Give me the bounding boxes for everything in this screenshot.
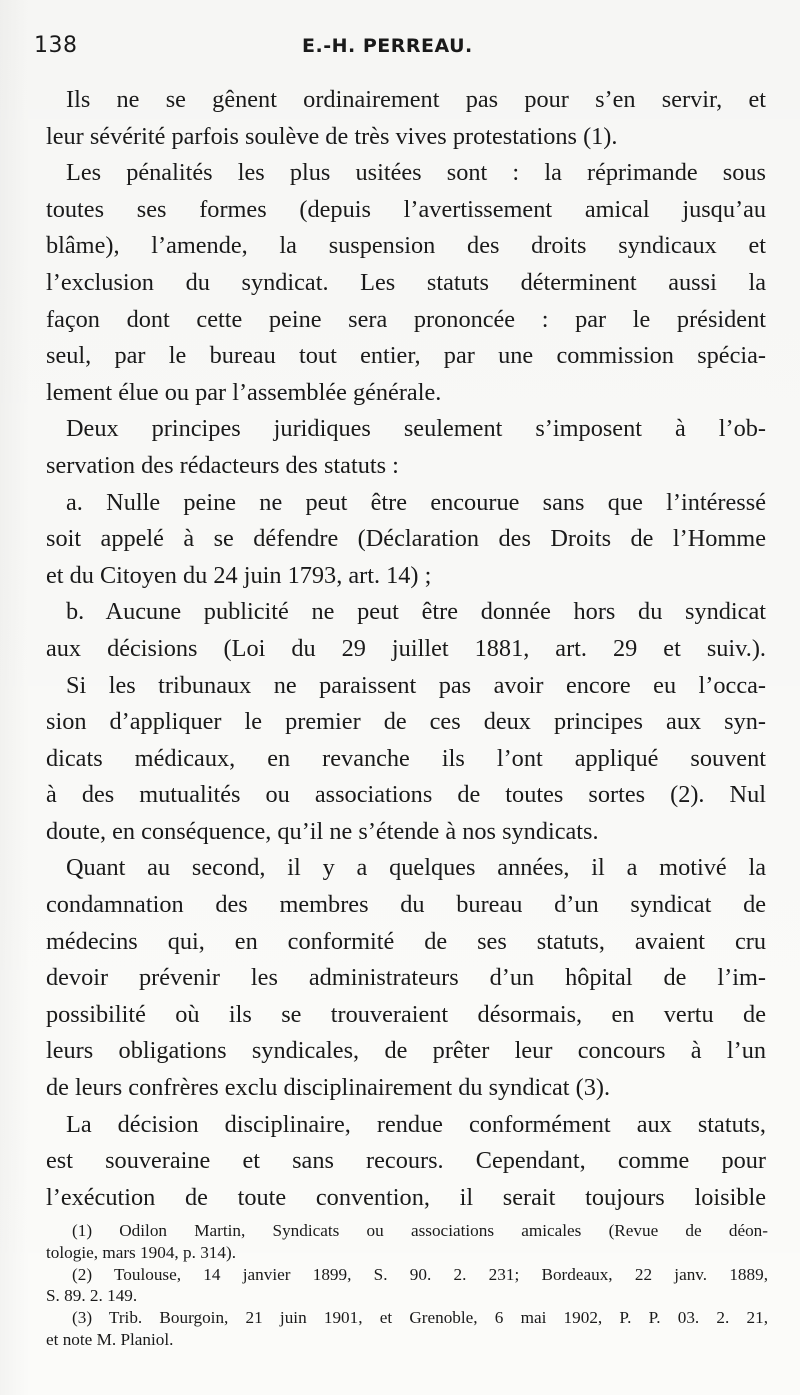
text-line: servation des rédacteurs des statuts :	[46, 451, 399, 479]
text-line: dicats médicaux, en revanche ils l’ont appliqué souvent	[46, 744, 766, 772]
text-line: a. Nulle peine ne peut être encourue sans que l’intéressé	[66, 488, 766, 516]
text-line: est souveraine et sans recours. Cependant, comme pour	[46, 1147, 766, 1175]
text-line: l’exclusion du syndicat. Les statuts déterminent aussi la	[46, 268, 766, 296]
text-line: possibilité où ils se trouveraient désormais, en vertu de	[46, 1000, 766, 1028]
text-line: Les pénalités les plus usitées sont : la réprimande sous	[66, 159, 766, 187]
text-line: leur sévérité parfois soulève de très vives protestations (1).	[46, 122, 618, 150]
text-line: doute, en conséquence, qu’il ne s’étende à nos syndicats.	[46, 817, 599, 845]
text-line: à des mutualités ou associations de toutes sortes (2). Nul	[46, 781, 766, 809]
text-line: médecins qui, en conformité de ses statuts, avaient cru	[46, 927, 766, 955]
text-line: b. Aucune publicité ne peut être donnée hors du syndicat	[66, 598, 766, 626]
running-head	[34, 33, 754, 67]
text-line: aux décisions (Loi du 29 juillet 1881, art. 29 et suiv.).	[46, 634, 766, 662]
page-number: 138	[34, 33, 78, 58]
text-line: leurs obligations syndicales, de prêter leur concours à l’un	[46, 1037, 766, 1065]
text-line: La décision disciplinaire, rendue conformément aux statuts,	[66, 1110, 766, 1138]
text-line: l’exécution de toute convention, il serait toujours loisible	[46, 1183, 766, 1211]
running-head-author: E.-H. PERREAU.	[302, 35, 473, 57]
text-line: Deux principes juridiques seulement s’imposent à l’ob-	[66, 415, 766, 443]
footnote-line: (3) Trib. Bourgoin, 21 juin 1901, et Grenoble, 6 mai 1902, P. P. 03. 2. 21,	[72, 1308, 768, 1328]
text-line: et du Citoyen du 24 juin 1793, art. 14) ;	[46, 561, 432, 589]
text-line: Si les tribunaux ne paraissent pas avoir encore eu l’occa-	[66, 671, 766, 699]
text-line: lement élue ou par l’assemblée générale.	[46, 378, 442, 406]
text-line: de leurs confrères exclu disciplinairement du syndicat (3).	[46, 1074, 611, 1102]
footnote-line: et note M. Planiol.	[46, 1329, 174, 1349]
text-line: seul, par le bureau tout entier, par une commission spécia-	[46, 342, 766, 370]
text-line: devoir prévenir les administrateurs d’un hôpital de l’im-	[46, 964, 766, 992]
text-line: sion d’appliquer le premier de ces deux principes aux syn-	[46, 708, 766, 736]
text-line: blâme), l’amende, la suspension des droits syndicaux et	[46, 232, 766, 260]
text-line: condamnation des membres du bureau d’un syndicat de	[46, 891, 766, 919]
text-line: façon dont cette peine sera prononcée : par le président	[46, 305, 766, 333]
text-line: Ils ne se gênent ordinairement pas pour s’en servir, et	[66, 86, 766, 113]
text-line: toutes ses formes (depuis l’avertissement amical jusqu’au	[46, 195, 766, 223]
body-text	[46, 82, 766, 1216]
footnotes	[46, 1220, 768, 1351]
text-line: Quant au second, il y a quelques années, il a motivé la	[66, 854, 766, 882]
footnote-line: (2) Toulouse, 14 janvier 1899, S. 90. 2. 231; Bordeaux, 22 janv. 1889,	[72, 1264, 768, 1284]
footnote-line: tologie, mars 1904, p. 314).	[46, 1242, 236, 1262]
footnote-line: (1) Odilon Martin, Syndicats ou associations amicales (Revue de déon-	[72, 1221, 768, 1240]
text-line: soit appelé à se défendre (Déclaration des Droits de l’Homme	[46, 525, 766, 553]
footnote-line: S. 89. 2. 149.	[46, 1286, 138, 1306]
